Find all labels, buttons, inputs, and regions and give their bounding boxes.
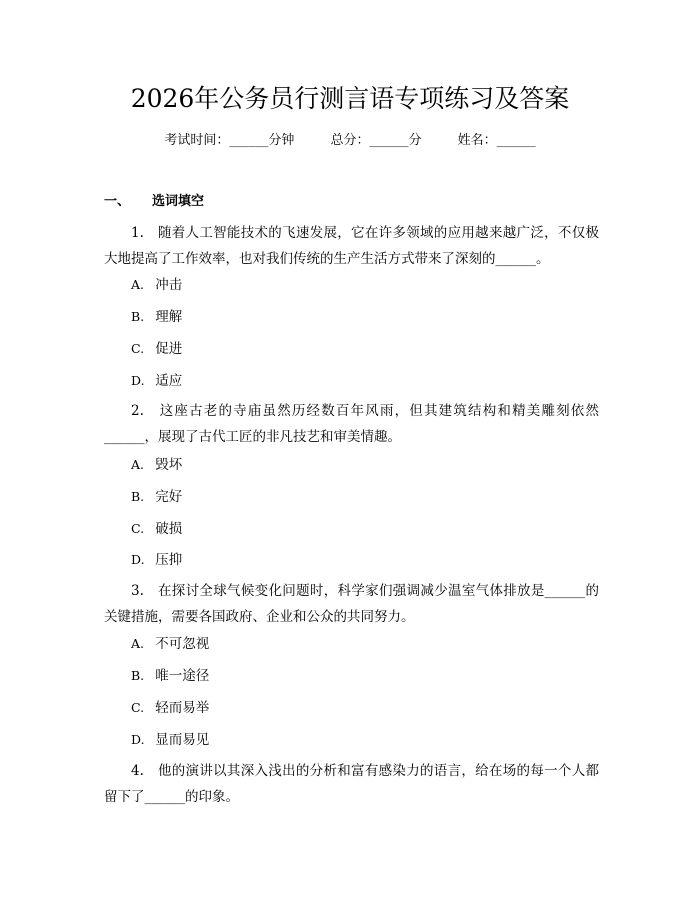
- option-letter: A.: [131, 277, 145, 292]
- option-text: 不可忽视: [155, 636, 210, 652]
- section-title: 选词填空: [152, 194, 205, 209]
- option-letter: B.: [131, 668, 145, 683]
- section-heading: [104, 192, 204, 212]
- option: [131, 275, 182, 295]
- option-letter: C.: [131, 700, 145, 715]
- option-text: 理解: [155, 309, 183, 325]
- option-letter: C.: [131, 521, 145, 536]
- option-text: 唯一途径: [155, 668, 210, 684]
- option-text: 完好: [155, 489, 183, 505]
- question-text: 1. 随着人工智能技术的飞速发展，它在许多领域的应用越来越广泛，不仅极大地提高了工作效率，也对我们传统的生产生活方式带来了深刻的______。: [104, 225, 599, 267]
- question-text: 2. 这座古老的寺庙虽然历经数百年风雨，但其建筑结构和精美雕刻依然______，展现了古代工匠的非凡技艺和审美情趣。: [104, 403, 599, 445]
- option-letter: A.: [131, 457, 145, 472]
- option-letter: C.: [131, 341, 145, 356]
- question-text: 4. 他的演讲以其深入浅出的分析和富有感染力的语言，给在场的每一个人都留下了______的印象。: [104, 763, 599, 805]
- option: [131, 487, 182, 507]
- total-score: 总分：______分: [330, 133, 422, 148]
- option-text: 冲击: [155, 277, 183, 293]
- option: [131, 519, 182, 539]
- option-letter: B.: [131, 309, 145, 324]
- option-letter: A.: [131, 636, 145, 651]
- option-text: 破损: [155, 521, 183, 537]
- option: [131, 550, 182, 570]
- student-name: 姓名：______: [457, 133, 536, 148]
- option: [131, 307, 182, 327]
- option-letter: B.: [131, 489, 145, 504]
- option: [131, 634, 209, 654]
- option: [131, 730, 209, 750]
- section-number: 一、: [104, 194, 131, 209]
- option-text: 毁坏: [155, 457, 183, 473]
- option-text: 轻而易举: [155, 700, 210, 716]
- option: [131, 339, 182, 359]
- option-letter: D.: [131, 373, 145, 388]
- option-text: 促进: [155, 341, 183, 357]
- page-title: 2026年公务员行测言语专项练习及答案: [130, 84, 570, 113]
- option-text: 显而易见: [155, 732, 210, 748]
- option-text: 压抑: [155, 552, 183, 568]
- exam-meta: [0, 131, 700, 151]
- option: [131, 371, 182, 391]
- option: [131, 698, 209, 718]
- option-letter: D.: [131, 732, 145, 747]
- option-letter: D.: [131, 552, 145, 567]
- option-text: 适应: [155, 373, 183, 389]
- option: [131, 666, 209, 686]
- question-text: 3. 在探讨全球气候变化问题时，科学家们强调减少温室气体排放是______的关键措施，需要各国政府、企业和公众的共同努力。: [104, 583, 599, 625]
- option: [131, 455, 182, 475]
- exam-time: 考试时间：______分钟: [164, 133, 295, 148]
